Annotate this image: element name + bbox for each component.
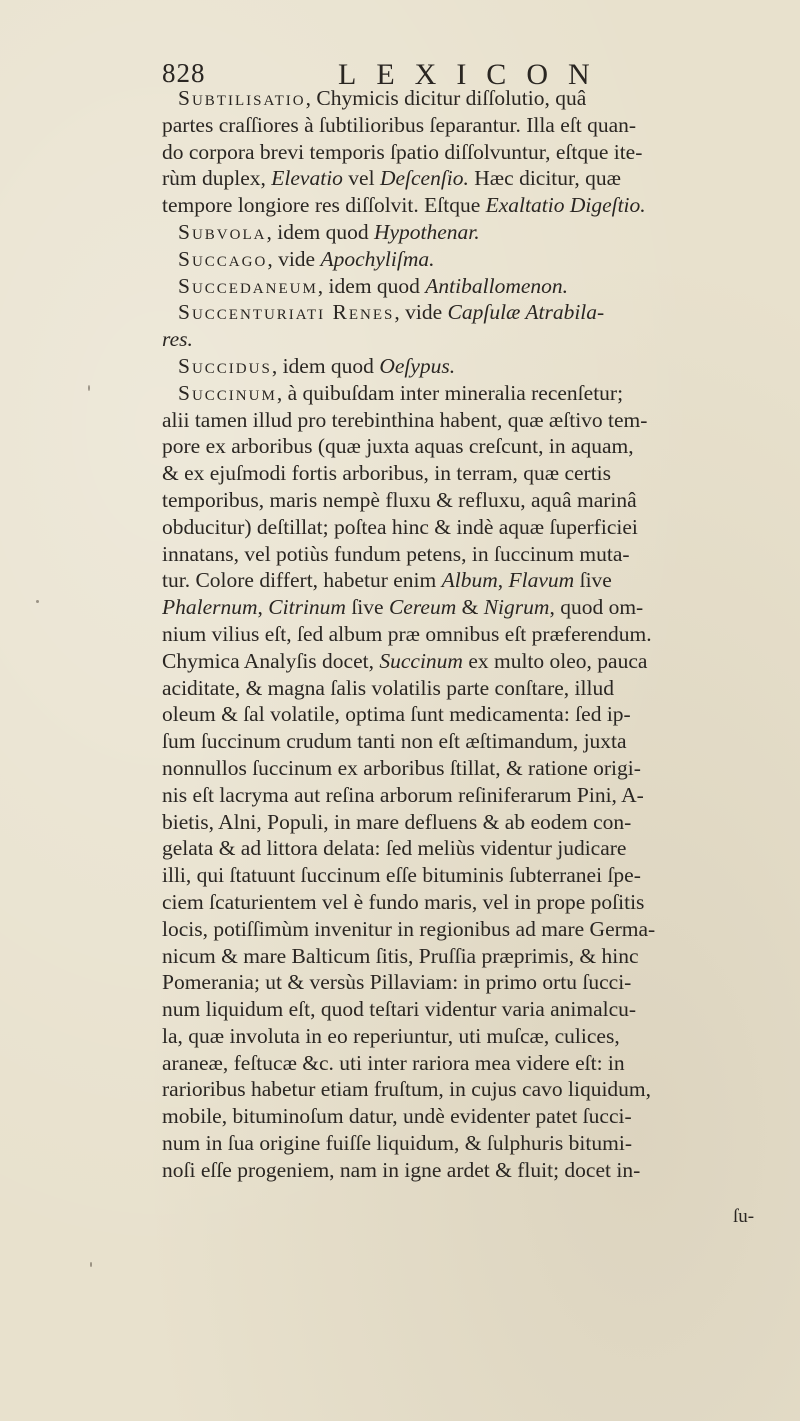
text-line bbox=[162, 701, 774, 728]
text-run: rùm duplex, bbox=[162, 166, 272, 191]
text-run: , bbox=[257, 595, 269, 620]
text-line bbox=[162, 460, 774, 487]
text-run: gelata & ad littora delata: ſed meliùs videntur judicare bbox=[162, 836, 627, 861]
text-run: la, quæ involuta in eo reperiuntur, uti muſcæ, culices, bbox=[162, 1023, 620, 1048]
text-run: & ex ejuſmodi fortis arboribus, in terram, quæ certis bbox=[162, 461, 612, 486]
text-line bbox=[162, 782, 774, 809]
text-line bbox=[162, 1076, 774, 1103]
text-run: tempore longiore res diſſolvit. Eſtque bbox=[162, 193, 486, 218]
text-line bbox=[162, 594, 774, 621]
text-run: noſi eſſe progeniem, nam in igne ardet & fluit; docet in- bbox=[162, 1157, 641, 1182]
italic-term: res. bbox=[162, 327, 193, 352]
text-line bbox=[162, 969, 774, 996]
text-line bbox=[162, 353, 774, 380]
italic-term: Exaltatio Digeſtio. bbox=[485, 193, 646, 218]
text-run: araneæ, feſtucæ &c. uti inter rariora mea videre eſt: in bbox=[162, 1050, 625, 1075]
text-run: temporibus, maris nempè fluxu & refluxu, aquâ marinâ bbox=[162, 487, 637, 512]
ink-speck bbox=[88, 385, 90, 391]
text-run: obducitur) deſtillat; poſtea hinc & indè aquæ ſuperficiei bbox=[162, 514, 638, 539]
text-line bbox=[162, 862, 774, 889]
text-run: ciem ſcaturientem vel è fundo maris, vel in prope poſitis bbox=[162, 889, 645, 914]
text-line bbox=[162, 1023, 774, 1050]
text-run: mobile, bituminoſum datur, undè evidenter patet ſucci- bbox=[162, 1104, 632, 1129]
text-line bbox=[162, 219, 774, 246]
running-head: LEXICON bbox=[338, 58, 610, 91]
text-run: , vide bbox=[267, 246, 321, 271]
text-line bbox=[162, 1050, 774, 1077]
italic-term: Flavum bbox=[508, 568, 575, 593]
entry-headword: Succinum bbox=[178, 380, 277, 405]
italic-term: Nigrum bbox=[483, 595, 550, 620]
text-run: Chymica Analyſis docet, bbox=[162, 648, 380, 673]
text-run: , vide bbox=[394, 300, 448, 325]
italic-term: Deſcenſio. bbox=[379, 166, 469, 191]
text-line bbox=[162, 165, 774, 192]
text-line bbox=[162, 889, 774, 916]
text-run: num in ſua origine fuiſſe liquidum, & ſulphuris bitumi- bbox=[162, 1131, 632, 1156]
text-run: Hæc dicitur, quæ bbox=[468, 166, 621, 191]
text-run: ſive bbox=[574, 568, 612, 593]
text-run: , bbox=[497, 568, 509, 593]
text-run: vel bbox=[342, 166, 380, 191]
entry-headword: Subvola bbox=[178, 219, 267, 244]
text-run: aciditate, & magna ſalis volatilis parte conſtare, illud bbox=[162, 675, 614, 700]
text-line bbox=[162, 728, 774, 755]
page-number: 828 bbox=[162, 58, 206, 88]
text-run: bietis, Alni, Populi, in mare defluens & ab eodem con- bbox=[162, 809, 632, 834]
text-run: , idem quod bbox=[317, 273, 426, 298]
text-run: , à quibuſdam inter mineralia recenſetur; bbox=[276, 380, 624, 405]
text-line bbox=[162, 407, 774, 434]
text-line bbox=[162, 835, 774, 862]
text-line bbox=[162, 648, 774, 675]
text-line bbox=[162, 1130, 774, 1157]
text-line bbox=[162, 112, 774, 139]
italic-term: Hypothenar. bbox=[373, 219, 480, 244]
text-line bbox=[162, 514, 774, 541]
text-line bbox=[162, 996, 774, 1023]
text-line bbox=[162, 487, 774, 514]
entry-headword: Subtilisatio bbox=[178, 86, 306, 110]
ink-speck bbox=[90, 1262, 92, 1267]
text-line bbox=[162, 755, 774, 782]
text-run: nis eſt lacryma aut reſina arborum reſiniferarum Pini, A- bbox=[162, 782, 644, 807]
italic-term: Phalernum bbox=[162, 595, 258, 620]
text-line bbox=[162, 943, 774, 970]
italic-term: Elevatio bbox=[271, 166, 343, 191]
text-line bbox=[162, 192, 774, 219]
text-line bbox=[162, 273, 774, 300]
text-run: illi, qui ſtatuunt ſuccinum eſſe bituminis ſubterranei ſpe- bbox=[162, 863, 641, 888]
italic-term: Cereum bbox=[388, 595, 457, 620]
text-run: locis, potiſſimùm invenitur in regionibus ad mare Germa- bbox=[162, 916, 656, 941]
text-run: alii tamen illud pro terebinthina habent, quæ æſtivo tem- bbox=[162, 407, 648, 432]
text-run: ex multo oleo, pauca bbox=[462, 648, 648, 673]
text-line bbox=[162, 1103, 774, 1130]
text-run: num liquidum eſt, quod teſtari videntur varia animalcu- bbox=[162, 997, 637, 1022]
italic-term: Succinum bbox=[379, 648, 463, 673]
lexicon-text bbox=[162, 85, 774, 1184]
text-run: , idem quod bbox=[271, 353, 380, 378]
text-line bbox=[162, 809, 774, 836]
ink-speck bbox=[36, 600, 39, 603]
entry-headword: Succidus bbox=[178, 353, 272, 378]
entry-headword: Succago bbox=[178, 246, 268, 271]
text-line bbox=[162, 541, 774, 568]
text-run: ſive bbox=[345, 595, 389, 620]
text-run: , idem quod bbox=[266, 219, 374, 244]
text-run: rarioribus habetur etiam fruſtum, in cujus cavo liquidum, bbox=[162, 1077, 652, 1102]
italic-term: Citrinum bbox=[268, 595, 346, 620]
entry-headword: Succedaneum bbox=[178, 273, 318, 298]
text-line bbox=[162, 916, 774, 943]
catchword: ſu- bbox=[733, 1206, 755, 1227]
entry-headword: Succenturiati Renes bbox=[178, 300, 395, 325]
text-line bbox=[162, 433, 774, 460]
text-line bbox=[162, 139, 774, 166]
text-run: tur. Colore differt, habetur enim bbox=[162, 568, 442, 593]
text-run: , Chymicis dicitur diſſolutio, quâ bbox=[305, 86, 587, 110]
text-line bbox=[162, 246, 774, 273]
text-line bbox=[162, 621, 774, 648]
text-run: pore ex arboribus (quæ juxta aquas creſcunt, in aquam, bbox=[162, 434, 634, 459]
text-line bbox=[162, 1157, 774, 1184]
text-run: ſum ſuccinum crudum tanti non eſt æſtimandum, juxta bbox=[162, 729, 627, 754]
italic-term: Antiballomenon. bbox=[425, 273, 569, 298]
text-run: nicum & mare Balticum ſitis, Pruſſia præprimis, & hinc bbox=[162, 943, 639, 968]
text-run: oleum & ſal volatile, optima ſunt medicamenta: ſed ip- bbox=[162, 702, 631, 727]
text-line bbox=[162, 380, 774, 407]
italic-term: Capſulæ Atrabila- bbox=[447, 300, 605, 325]
text-run: Pomerania; ut & versùs Pillaviam: in primo ortu ſucci- bbox=[162, 970, 632, 995]
text-run: & bbox=[456, 595, 484, 620]
italic-term: Album bbox=[441, 568, 498, 593]
text-run: partes craſſiores à ſubtilioribus ſeparantur. Illa eſt quan- bbox=[162, 112, 637, 137]
text-line bbox=[162, 675, 774, 702]
text-line bbox=[162, 299, 774, 326]
text-line bbox=[162, 326, 774, 353]
text-run: do corpora brevi temporis ſpatio diſſolvuntur, eſtque ite- bbox=[162, 139, 643, 164]
italic-term: Oeſypus. bbox=[379, 353, 456, 378]
text-line bbox=[162, 567, 774, 594]
text-run: , quod om- bbox=[549, 595, 644, 620]
text-run: innatans, vel potiùs fundum petens, in ſuccinum muta- bbox=[162, 541, 630, 566]
text-run: nonnullos ſuccinum ex arboribus ſtillat, & ratione origi- bbox=[162, 755, 641, 780]
italic-term: Apochyliſma. bbox=[320, 246, 435, 271]
text-run: nium vilius eſt, ſed album præ omnibus eſt præferendum. bbox=[162, 621, 652, 646]
text-line bbox=[162, 85, 774, 112]
